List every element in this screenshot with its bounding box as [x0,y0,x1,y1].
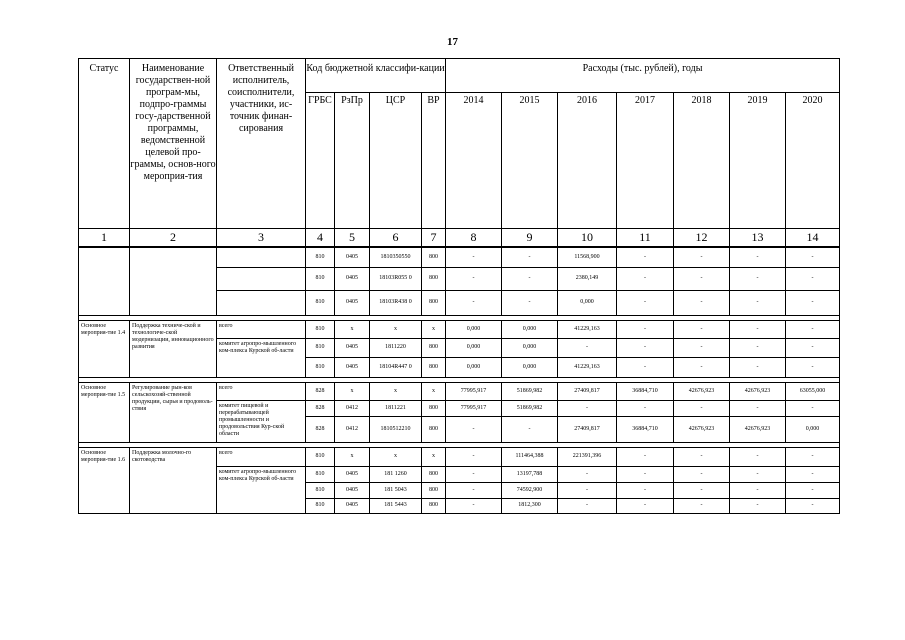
table-cell: 42676,923 [730,416,786,442]
table-cell: 800 [422,290,446,315]
table-cell: 810 [306,447,335,466]
table-cell: - [674,357,730,377]
table-cell: - [617,400,674,416]
row-status: Основное мероприя-тие 1.5 [79,382,130,442]
table-cell: - [730,482,786,498]
table-cell: - [558,400,617,416]
table-cell: - [446,416,502,442]
row-status: Основное мероприя-тие 1.4 [79,320,130,377]
table-cell: 0405 [335,498,370,513]
table-cell: - [446,290,502,315]
table-cell: - [674,447,730,466]
table-cell: - [502,290,558,315]
table-cell: 36884,710 [617,416,674,442]
table-cell: 1810512210 [370,416,422,442]
table-cell: - [558,498,617,513]
table-cell: 0,000 [558,290,617,315]
table-cell: 810 [306,290,335,315]
header-expenses: Расходы (тыс. рублей), годы [446,59,840,93]
table-cell: x [335,320,370,338]
header-year: 2014 [446,93,502,229]
row-responsible-org: комитет агропро-мышленного ком-плекса Курской об-ласти [217,338,306,377]
table-cell: 11568,900 [558,247,617,267]
table-cell: 0,000 [446,338,502,357]
header-year: 2020 [786,93,840,229]
header-grbs: ГРБС [306,93,335,229]
table-cell: - [446,498,502,513]
table-cell: 800 [422,482,446,498]
table-cell: 0412 [335,400,370,416]
table-row [79,320,840,338]
table-cell: - [786,267,840,290]
column-number: 13 [730,229,786,248]
table-row [79,447,840,466]
header-status: Статус [79,59,130,229]
column-number: 7 [422,229,446,248]
table-cell: - [502,267,558,290]
row-responsible [217,290,306,315]
table-cell: 1811220 [370,338,422,357]
table-cell: - [730,338,786,357]
table-cell: 800 [422,466,446,482]
table-cell: 800 [422,338,446,357]
table-cell: 221391,396 [558,447,617,466]
table-cell: 810 [306,247,335,267]
table-cell: 111464,388 [502,447,558,466]
header-year: 2017 [617,93,674,229]
table-cell: 13197,788 [502,466,558,482]
column-number: 6 [370,229,422,248]
table-cell: - [730,400,786,416]
table-cell: - [730,357,786,377]
table-cell: - [558,338,617,357]
table-cell: 0405 [335,482,370,498]
page-number: 17 [447,36,458,48]
table-cell: - [558,466,617,482]
table-cell: 41229,163 [558,320,617,338]
table-cell: - [617,482,674,498]
table-cell: - [674,320,730,338]
table-cell: 63055,000 [786,382,840,400]
table-cell: - [674,247,730,267]
table-cell: - [617,357,674,377]
row-responsible-org: комитет агропро-мышленного ком-плекса Курской об-ласти [217,466,306,513]
table-cell: 42676,923 [674,416,730,442]
header-year: 2018 [674,93,730,229]
header-rzpr: РзПр [335,93,370,229]
table-cell: 0405 [335,466,370,482]
table-cell: 18103R438 0 [370,290,422,315]
table-cell: - [786,338,840,357]
table-cell: - [730,267,786,290]
table-cell: 77995,917 [446,400,502,416]
table-cell: 18104R447 0 [370,357,422,377]
column-number: 11 [617,229,674,248]
table-cell: - [502,416,558,442]
table-cell: 828 [306,382,335,400]
column-number: 12 [674,229,730,248]
table-cell: 810 [306,320,335,338]
table-cell: 27409,817 [558,382,617,400]
table-cell: - [558,482,617,498]
row-name: Поддержка техниче-ской и технологиче-ской модернизации, инновационного развития [130,320,217,377]
table-cell: 181 5043 [370,482,422,498]
table-cell: - [617,338,674,357]
table-cell: - [730,447,786,466]
table-cell: 1811221 [370,400,422,416]
table-cell: - [786,320,840,338]
table-cell: - [502,247,558,267]
table-cell: - [674,466,730,482]
table-cell: - [786,447,840,466]
header-year: 2016 [558,93,617,229]
table-cell: - [674,290,730,315]
table-cell: x [422,447,446,466]
header-name: Наименование государствен-ной програм-мы, подпро-граммы госу-дарственной программы, ведомственной целевой про-граммы, основ-ного мероприя-тия [130,59,217,229]
table-cell: 0,000 [446,357,502,377]
table-cell: - [786,247,840,267]
table-cell: 810 [306,267,335,290]
row-responsible-total: всего [217,447,306,466]
header-year: 2019 [730,93,786,229]
table-cell: - [446,482,502,498]
table-cell: - [617,447,674,466]
column-number: 14 [786,229,840,248]
table-cell: 800 [422,357,446,377]
table-cell: - [786,400,840,416]
table-cell: 828 [306,400,335,416]
table-cell: - [674,482,730,498]
table-row [79,382,840,400]
table-cell: x [370,382,422,400]
table-cell: - [786,290,840,315]
table-cell: - [446,466,502,482]
table-cell: - [674,498,730,513]
table-cell: 828 [306,416,335,442]
table-cell: 36884,710 [617,382,674,400]
column-number: 2 [130,229,217,248]
table-cell: 18103R055 0 [370,267,422,290]
table-cell: x [335,382,370,400]
table-cell: 1812,300 [502,498,558,513]
table-row [79,247,840,267]
table-cell: 51869,982 [502,400,558,416]
header-responsible: Ответственный исполнитель, соисполнители, участники, ис-точник финан-сирования [217,59,306,229]
column-number: 4 [306,229,335,248]
table-cell: 800 [422,498,446,513]
table-cell: - [786,498,840,513]
table-cell: 74592,900 [502,482,558,498]
row-status [79,247,130,315]
column-number: 10 [558,229,617,248]
table-cell: 0405 [335,290,370,315]
table-cell: - [446,247,502,267]
table-cell: 181 5443 [370,498,422,513]
row-name: Регулирование рын-ков сельскохозяй-ственной продукции, сырья и продоволь-ствия [130,382,217,442]
column-number: 9 [502,229,558,248]
column-number: 1 [79,229,130,248]
header-year: 2015 [502,93,558,229]
table-cell: 0,000 [446,320,502,338]
row-status: Основное мероприя-тие 1.6 [79,447,130,513]
table-cell: 77995,917 [446,382,502,400]
table-cell: 42676,923 [730,382,786,400]
header-budget-code: Код бюджетной классифи-кации [306,59,446,93]
row-name: Поддержка молочно-го скотоводства [130,447,217,513]
table-cell: - [730,290,786,315]
table-cell: x [335,447,370,466]
table-cell: - [674,338,730,357]
header-vr: ВР [422,93,446,229]
table-cell: x [370,320,422,338]
table-cell: - [617,290,674,315]
column-number: 8 [446,229,502,248]
row-responsible-total: всего [217,320,306,338]
table-cell: 41229,163 [558,357,617,377]
table-cell: 42676,923 [674,382,730,400]
table-cell: 0,000 [502,338,558,357]
table-cell: 800 [422,267,446,290]
table-cell: 800 [422,416,446,442]
table-cell: 800 [422,400,446,416]
table-cell: 810 [306,498,335,513]
table-cell: x [422,320,446,338]
table-cell: - [730,498,786,513]
table-cell: - [786,482,840,498]
row-responsible [217,247,306,267]
table-cell: 810 [306,466,335,482]
row-responsible-total: всего [217,382,306,400]
table-cell: 810 [306,338,335,357]
table-cell: - [446,447,502,466]
table-cell: - [674,267,730,290]
table-cell: - [617,247,674,267]
row-responsible-org: комитет пищевой и перерабатывающей промышленности и продовольствия Кур-ской области [217,400,306,442]
table-cell: 810 [306,357,335,377]
table-cell: - [730,247,786,267]
row-name [130,247,217,315]
table-cell: - [617,320,674,338]
header-csr: ЦСР [370,93,422,229]
table-cell: 27409,817 [558,416,617,442]
table-cell: - [730,320,786,338]
table-cell: 0,000 [502,357,558,377]
budget-table [78,58,840,514]
table-cell: 0405 [335,357,370,377]
table-cell: - [446,267,502,290]
column-number: 3 [217,229,306,248]
table-cell: - [786,357,840,377]
table-cell: - [786,466,840,482]
column-number: 5 [335,229,370,248]
table-cell: - [674,400,730,416]
table-cell: 181 1260 [370,466,422,482]
table-cell: - [730,466,786,482]
row-responsible [217,267,306,290]
table-cell: 810 [306,482,335,498]
table-cell: x [422,382,446,400]
table-cell: 51869,982 [502,382,558,400]
table-cell: 0405 [335,338,370,357]
table-cell: 2380,149 [558,267,617,290]
table-cell: 800 [422,247,446,267]
table-cell: 0,000 [502,320,558,338]
table-cell: - [617,267,674,290]
table-cell: 0405 [335,247,370,267]
table-cell: x [370,447,422,466]
table-cell: 0405 [335,267,370,290]
table-cell: 1810350550 [370,247,422,267]
table-cell: - [617,466,674,482]
table-cell: 0,000 [786,416,840,442]
table-cell: - [617,498,674,513]
table-cell: 0412 [335,416,370,442]
